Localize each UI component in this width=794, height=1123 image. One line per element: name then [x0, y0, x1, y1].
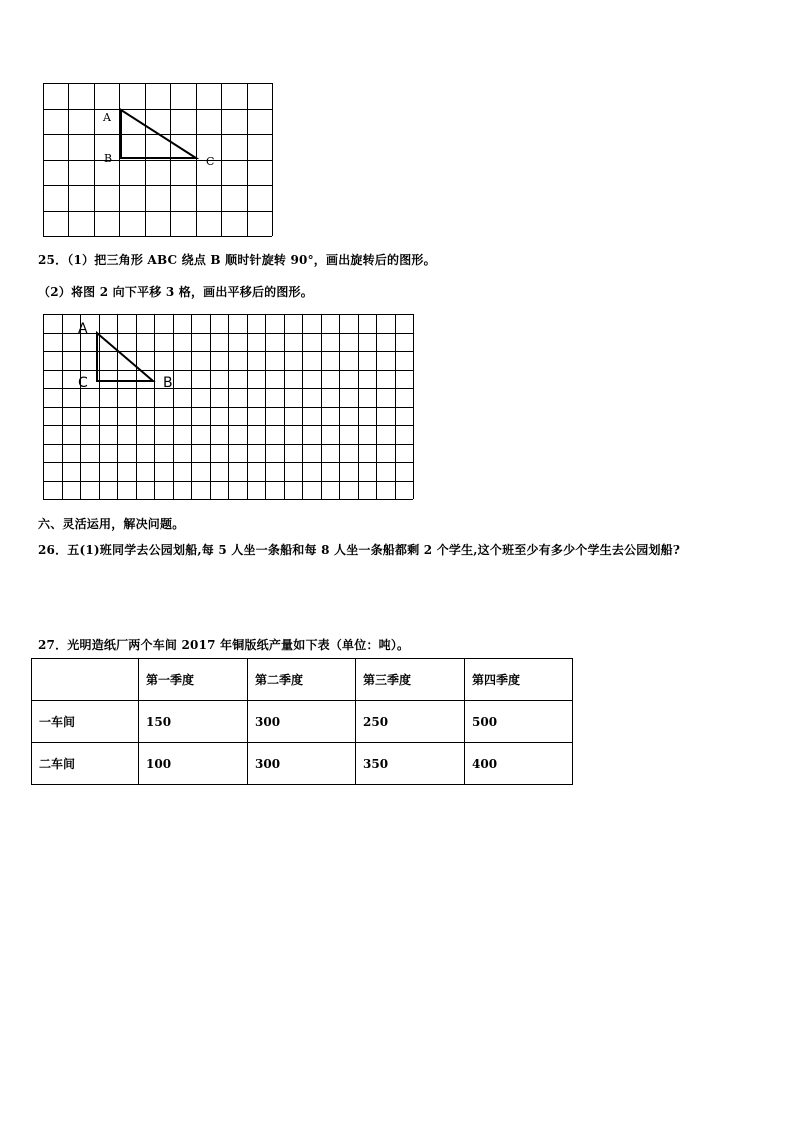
table-cell: 350 — [356, 743, 465, 785]
figure1-label-b: B — [104, 152, 113, 165]
table-cell: 150 — [139, 701, 248, 743]
table-cell: 300 — [248, 743, 356, 785]
table-row-label: 一车间 — [32, 701, 139, 743]
table-corner-cell — [32, 659, 139, 701]
table-header-cell: 第三季度 — [356, 659, 465, 701]
figure2-label-c: C — [78, 375, 88, 391]
figure2-triangle — [97, 333, 153, 381]
table-cell: 250 — [356, 701, 465, 743]
figure1-label-a: A — [103, 111, 111, 124]
q25-part2: （2）将图 2 向下平移 3 格，画出平移后的图形。 — [38, 285, 313, 299]
table-row — [32, 701, 573, 743]
table-row — [32, 743, 573, 785]
section6-heading: 六、灵活运用，解决问题。 — [38, 517, 185, 531]
table-header-cell: 第一季度 — [139, 659, 248, 701]
q25-part1: 25．（1）把三角形 ABC 绕点 B 顺时针旋转 90°，画出旋转后的图形。 — [38, 253, 436, 267]
table-header-row — [32, 659, 573, 701]
table-cell: 300 — [248, 701, 356, 743]
table-header-cell: 第二季度 — [248, 659, 356, 701]
table-header-cell: 第四季度 — [465, 659, 573, 701]
table-row-label: 二车间 — [32, 743, 139, 785]
table-cell: 500 — [465, 701, 573, 743]
q26-text: 26．五(1)班同学去公园划船,每 5 人坐一条船和每 8 人坐一条船都剩 2 个学生,这个班至少有多少个学生去公园划船? — [38, 543, 681, 557]
figure1-label-c: C — [206, 155, 215, 168]
table-cell: 400 — [465, 743, 573, 785]
production-table — [31, 658, 573, 785]
q27-text: 27．光明造纸厂两个车间 2017 年铜版纸产量如下表（单位：吨）。 — [38, 638, 410, 652]
figure2-label-b: B — [163, 375, 173, 391]
figure2-label-a: A — [78, 321, 88, 337]
figure1-triangle — [121, 110, 196, 158]
table-cell: 100 — [139, 743, 248, 785]
